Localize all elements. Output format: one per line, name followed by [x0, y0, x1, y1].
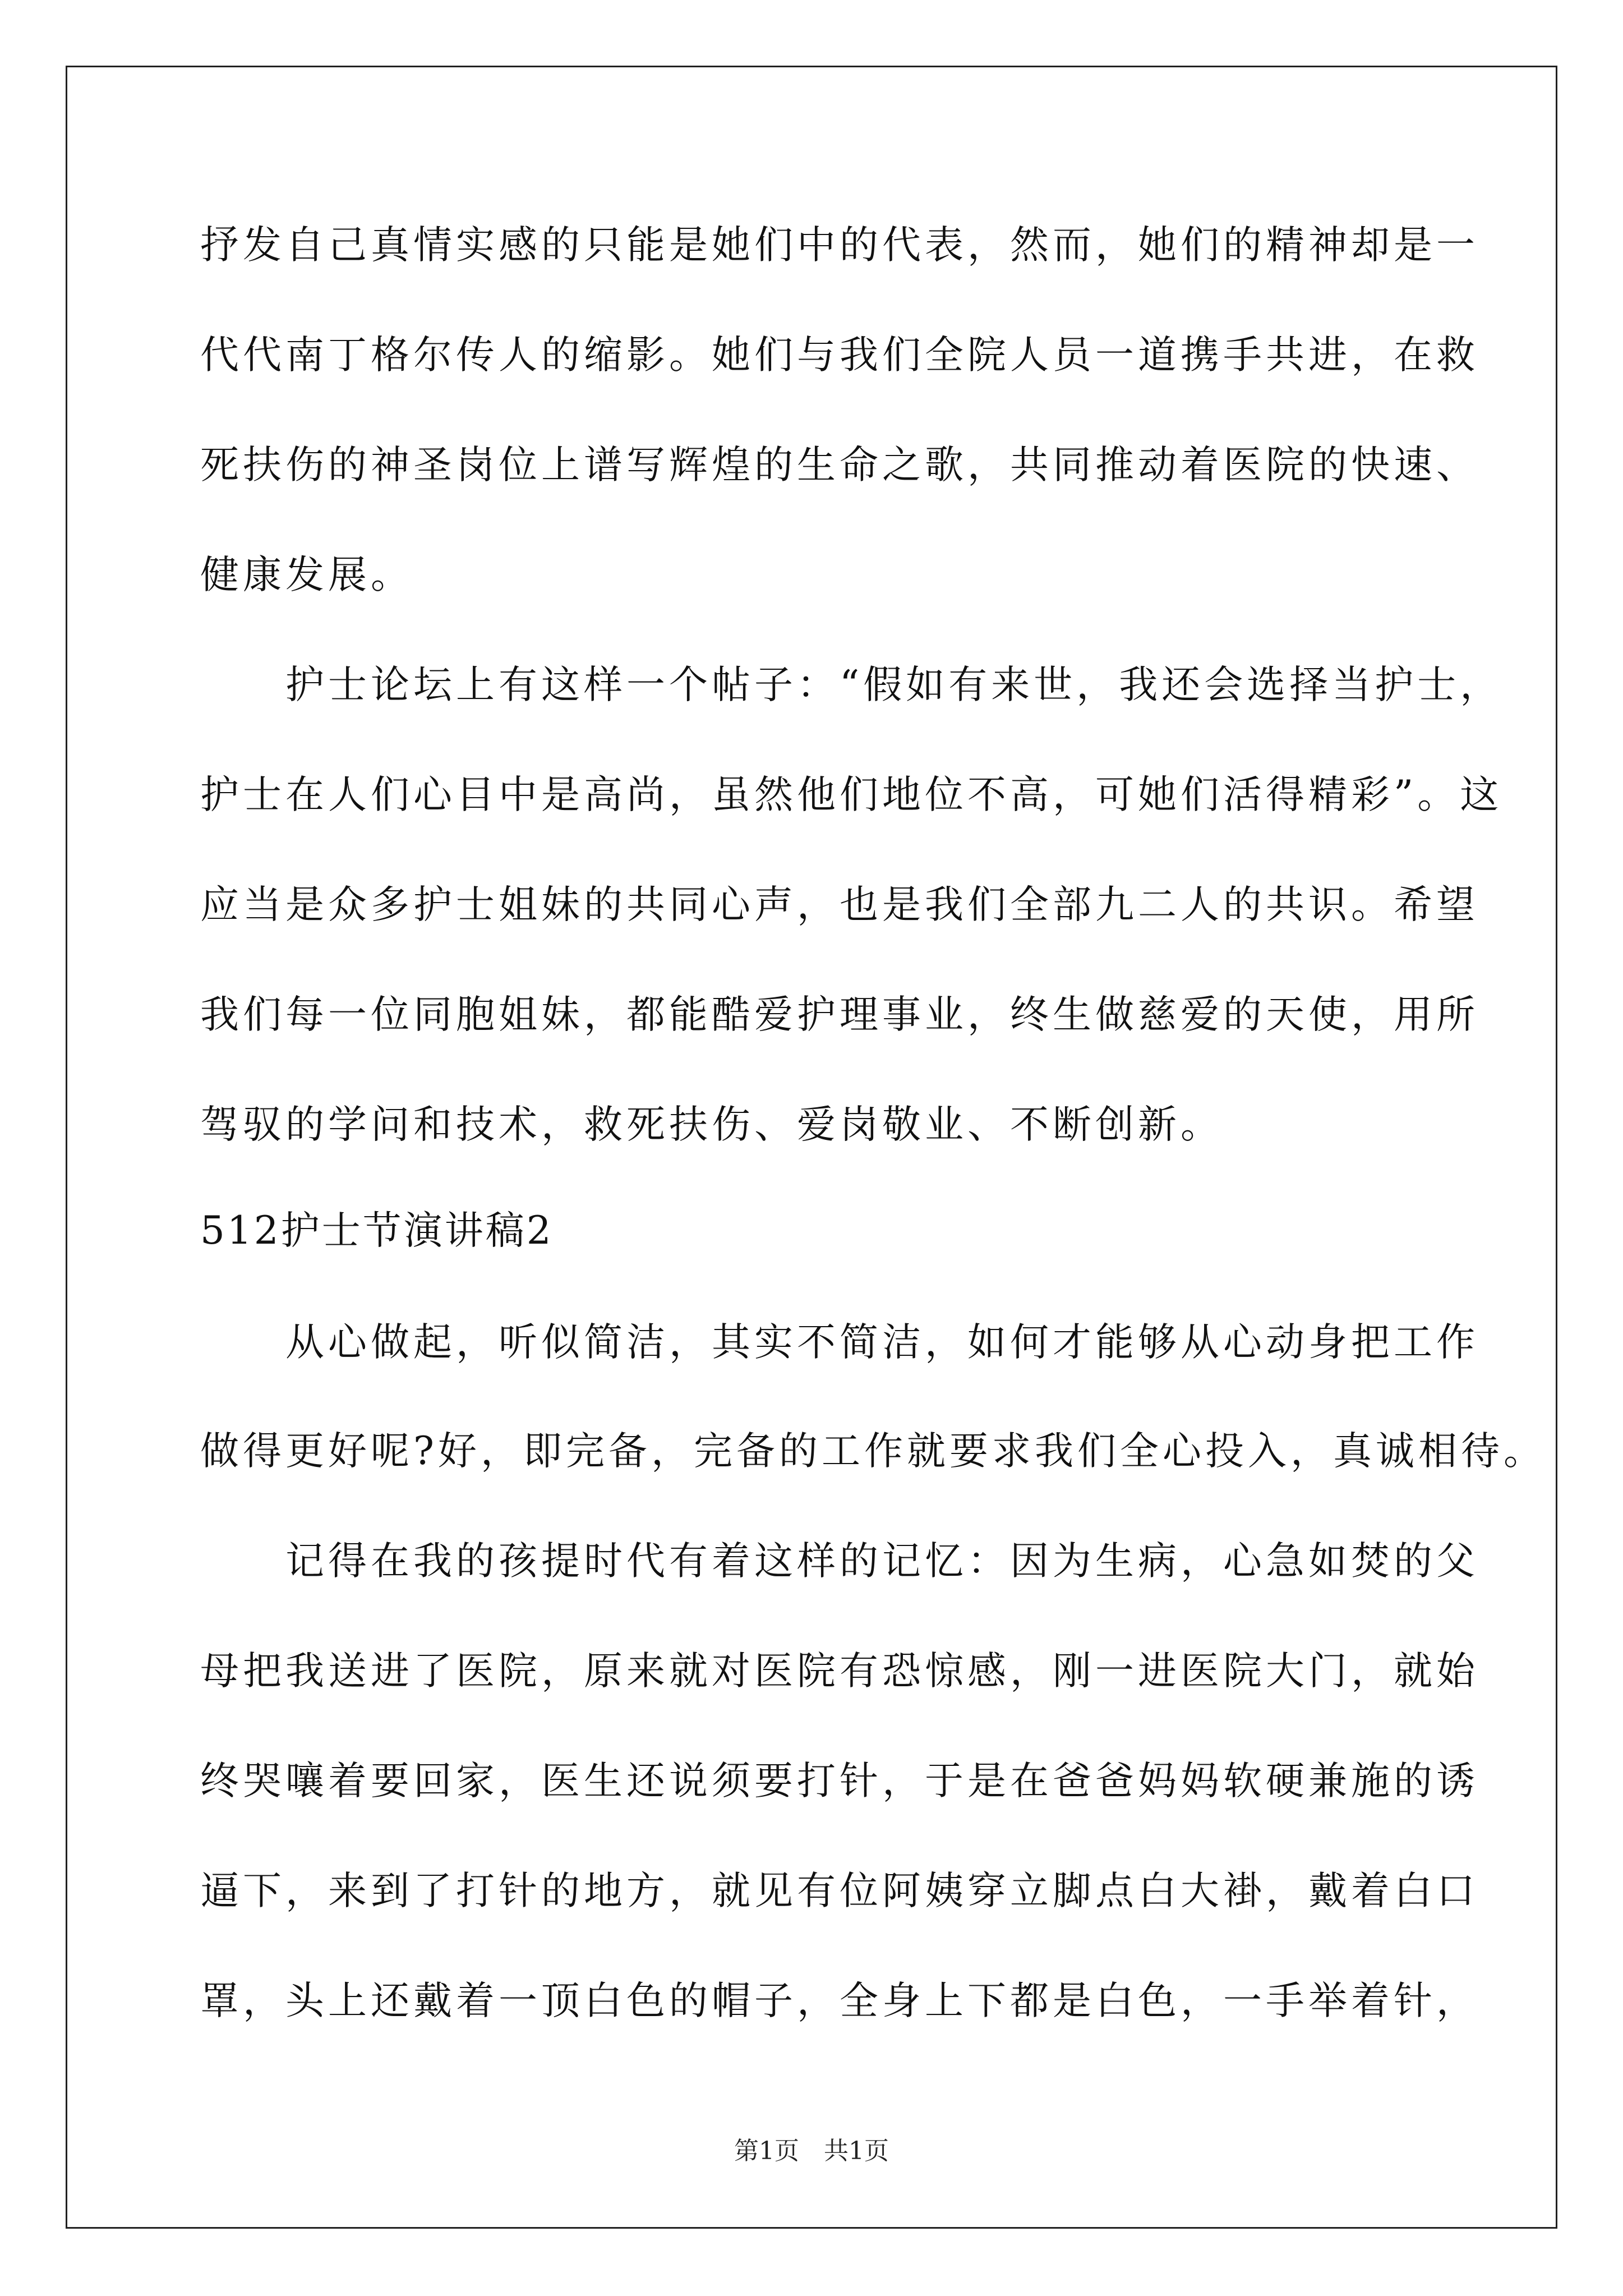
paragraph-line: 护士在人们心目中是高尚，虽然他们地位不高，可她们活得精彩”。这 — [200, 772, 1503, 817]
paragraph-line: 抒发自己真情实感的只能是她们中的代表，然而，她们的精神却是一 — [200, 223, 1479, 268]
paragraph-line: 逼下，来到了打针的地方，就见有位阿姨穿立脚点白大褂，戴着白口 — [200, 1869, 1479, 1913]
paragraph-line: 做得更好呢?好，即完备，完备的工作就要求我们全心投入，真诚相待。 — [200, 1429, 1546, 1474]
page-number-footer: 第1页 共1页 — [734, 2137, 889, 2165]
paragraph-line: 护士论坛上有这样一个帖子：“假如有来世，我还会选择当护士， — [200, 662, 1503, 707]
section-heading: 512护士节演讲稿2 — [200, 1208, 554, 1253]
paragraph-line: 健康发展。 — [200, 553, 413, 597]
paragraph-line: 代代南丁格尔传人的缩影。她们与我们全院人员一道携手共进，在救 — [200, 333, 1479, 378]
paragraph-line: 母把我送进了医院，原来就对医院有恐惊感，刚一进医院大门，就始 — [200, 1649, 1479, 1694]
paragraph-line: 记得在我的孩提时代有着这样的记忆：因为生病，心急如焚的父 — [200, 1539, 1479, 1584]
paragraph-line: 从心做起，听似简洁，其实不简洁，如何才能够从心动身把工作 — [200, 1320, 1479, 1365]
paragraph-line: 驾驭的学问和技术，救死扶伤、爱岗敬业、不断创新。 — [200, 1102, 1223, 1147]
paragraph-line: 终哭嚷着要回家，医生还说须要打针，于是在爸爸妈妈软硬兼施的诱 — [200, 1759, 1479, 1803]
paragraph-line: 死扶伤的神圣岗位上谱写辉煌的生命之歌，共同推动着医院的快速、 — [200, 443, 1479, 487]
paragraph-line: 我们每一位同胞姐妹，都能酷爱护理事业，终生做慈爱的天使，用所 — [200, 992, 1479, 1037]
paragraph-line: 罩，头上还戴着一顶白色的帽子，全身上下都是白色，一手举着针， — [200, 1978, 1479, 2023]
paragraph-line: 应当是众多护士姐妹的共同心声，也是我们全部九二人的共识。希望 — [200, 882, 1479, 927]
